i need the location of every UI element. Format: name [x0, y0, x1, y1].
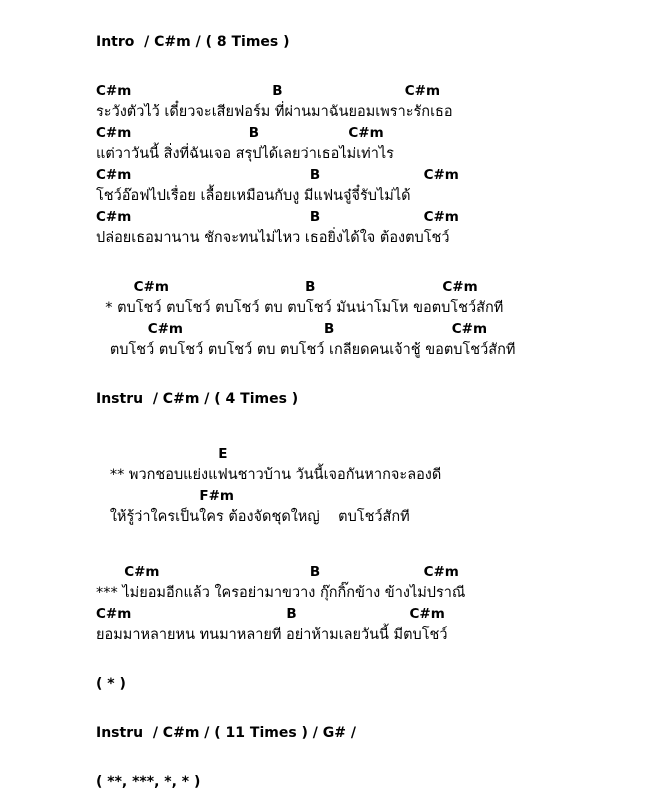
spacer	[0, 715, 670, 723]
chord-line: C#m B C#m	[96, 125, 384, 141]
spacer	[0, 430, 670, 444]
spacer	[0, 410, 670, 430]
chord-line: F#m	[96, 488, 234, 504]
chord-line: C#m B C#m	[96, 83, 441, 99]
chord-line: C#m B C#m	[96, 279, 478, 295]
intro-section-header	[0, 32, 670, 53]
section-header-text: Intro / C#m / ( 8 Times )	[96, 34, 290, 50]
spacer	[0, 249, 670, 269]
spacer	[0, 646, 670, 666]
verse-1-block	[0, 81, 670, 249]
spacer	[0, 548, 670, 562]
chorus-1-block	[0, 277, 670, 361]
spacer	[0, 695, 670, 715]
spacer	[0, 744, 670, 764]
lyric-line: *** ไม่ยอมอีกแล้ว ใครอย่ามาขวาง กุ๊กกิ๊กข้าง ข้างไม่ปราณี	[96, 585, 466, 601]
chord-line: C#m B C#m	[96, 167, 459, 183]
top-spacer	[0, 0, 670, 32]
instru-section-header-2	[0, 723, 670, 744]
spacer	[0, 666, 670, 674]
verse-2-block	[0, 562, 670, 646]
lyric-line: ปล่อยเธอมานาน ชักจะทนไม่ไหว เธอยิ่งได้ใจ ต้องตบโชว์	[96, 230, 450, 246]
section-header-text: ( * )	[96, 676, 126, 692]
chord-line: C#m B C#m	[96, 564, 459, 580]
spacer	[0, 528, 670, 548]
lyric-line: แต่วาวันนี้ สิ่งที่ฉันเจอ สรุปได้เลยว่าเธอไม่เท่าไร	[96, 146, 394, 162]
lyric-line: ให้รู้ว่าใครเป็นใคร ต้องจัดชุดใหญ่ ตบโชว์สักที	[96, 509, 410, 525]
chord-line: C#m B C#m	[96, 209, 459, 225]
chord-line: C#m B C#m	[96, 321, 488, 337]
repeat-marker-2-block	[0, 772, 670, 793]
repeat-marker-1-block	[0, 674, 670, 695]
lyric-line: * ตบโชว์ ตบโชว์ ตบโชว์ ตบ ตบโชว์ มันน่าโมโห ขอตบโชว์สักที	[96, 300, 504, 316]
spacer	[0, 269, 670, 277]
chorus-2-block	[0, 444, 670, 528]
spacer	[0, 764, 670, 772]
spacer	[0, 53, 670, 73]
spacer	[0, 361, 670, 381]
section-header-text: ( **, ***, *, * )	[96, 774, 201, 790]
chord-line: E	[96, 446, 228, 462]
instru-section-header-1	[0, 389, 670, 410]
lyric-line: ตบโชว์ ตบโชว์ ตบโชว์ ตบ ตบโชว์ เกลียดคนเจ้าชู้ ขอตบโชว์สักที	[96, 342, 516, 358]
chord-line: C#m B C#m	[96, 606, 445, 622]
section-header-text: Instru / C#m / ( 11 Times ) / G# /	[96, 725, 356, 741]
section-header-text: Instru / C#m / ( 4 Times )	[96, 391, 299, 407]
lyric-line: ยอมมาหลายหน ทนมาหลายที อย่าห้ามเลยวันนี้ มีตบโชว์	[96, 627, 448, 643]
lyric-line: ระวังตัวไว้ เดี๋ยวจะเสียฟอร์ม ที่ผ่านมาฉันยอมเพราะรักเธอ	[96, 104, 453, 120]
lyric-line: โชว์อ๊อฟไปเรื่อย เลื้อยเหมือนกับงู มีแฟนจู๋จี๋รับไม่ได้	[96, 188, 411, 204]
spacer	[0, 73, 670, 81]
lyric-line: ** พวกชอบแย่งแฟนชาวบ้าน วันนี้เจอกันหากจะลองดี	[96, 467, 442, 483]
spacer	[0, 381, 670, 389]
